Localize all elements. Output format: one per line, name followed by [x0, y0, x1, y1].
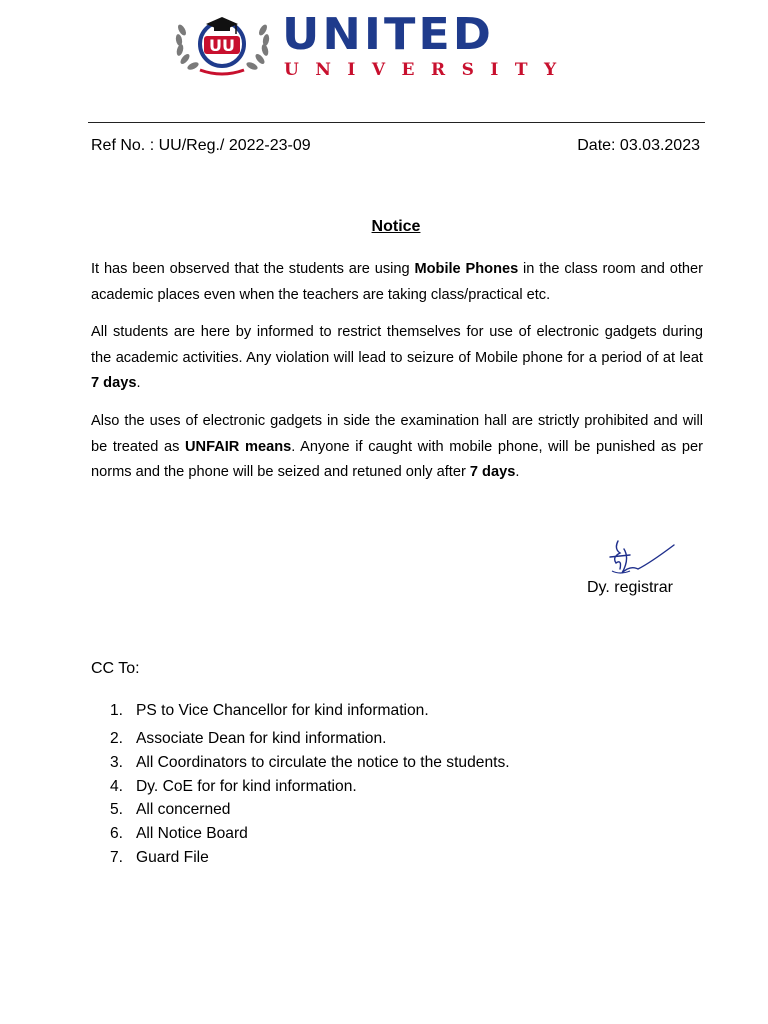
- list-item: [110, 751, 510, 775]
- cc-heading: CC To:: [91, 660, 140, 677]
- signatory-title: Dy. registrar: [587, 579, 673, 596]
- notice-paragraph-1: [91, 257, 703, 308]
- paragraph-text: It has been observed that the students are using: [91, 261, 415, 277]
- list-item: [110, 798, 510, 822]
- university-wordmark: [282, 8, 573, 80]
- list-item: [110, 775, 510, 799]
- cc-list: [110, 700, 510, 870]
- notice-title: Notice: [371, 218, 421, 235]
- list-number: 7.: [110, 848, 124, 866]
- list-item: [110, 846, 510, 870]
- paragraph-text: Also the uses of electronic gadgets in side the examination hall are strictly prohibited and will be treated as: [91, 413, 703, 455]
- list-item-text: Dy. CoE for for kind information.: [136, 777, 357, 795]
- wordmark-united: UNITED: [282, 8, 494, 60]
- emphasis-text: Mobile Phones: [414, 261, 519, 277]
- emphasis-text: 7 days: [91, 375, 137, 391]
- header-divider: [88, 122, 705, 123]
- paragraph-text: .: [136, 375, 141, 391]
- list-number: 2.: [110, 730, 124, 747]
- list-item-text: All Notice Board: [136, 825, 248, 843]
- list-item: [110, 822, 510, 846]
- list-item-text: Associate Dean for kind information.: [136, 730, 387, 747]
- paragraph-text: .: [515, 464, 520, 480]
- paragraph-text: All students are here by informed to restrict themselves for use of electronic gadgets during the academic activities. Any violation will lead to seizure of Mobile phone for a period of at leat: [91, 324, 703, 366]
- list-item-text: All Coordinators to circulate the notice to the students.: [136, 753, 510, 771]
- list-item-text: Guard File: [136, 848, 209, 866]
- emphasis-text: 7 days: [469, 464, 516, 480]
- notice-date: Date: 03.03.2023: [577, 137, 700, 154]
- list-item-text: PS to Vice Chancellor for kind information.: [136, 702, 429, 719]
- list-item-text: All concerned: [136, 801, 231, 819]
- wordmark-university: UNIVERSITY: [284, 60, 573, 80]
- university-logo: [170, 8, 600, 82]
- list-number: 1.: [110, 702, 124, 719]
- notice-paragraph-3: [91, 409, 703, 486]
- emblem-text: UU: [209, 36, 235, 55]
- list-number: 6.: [110, 825, 124, 843]
- list-item: [110, 727, 510, 751]
- list-number: 5.: [110, 801, 124, 819]
- paragraph-text: . Anyone if caught with mobile phone, will be punished as per norms and the phone will be seized and retuned only after: [91, 438, 704, 480]
- paragraph-text: in the class room and other academic places even when the teachers are taking class/practical etc.: [91, 261, 703, 303]
- list-number: 3.: [110, 753, 124, 771]
- emphasis-text: UNFAIR means: [185, 438, 292, 455]
- list-number: 4.: [110, 777, 124, 795]
- university-emblem-icon: [170, 12, 275, 78]
- list-item: [110, 700, 510, 727]
- notice-paragraph-2: [91, 320, 703, 397]
- signature-icon: [600, 535, 680, 580]
- reference-number: Ref No. : UU/Reg./ 2022-23-09: [91, 137, 311, 154]
